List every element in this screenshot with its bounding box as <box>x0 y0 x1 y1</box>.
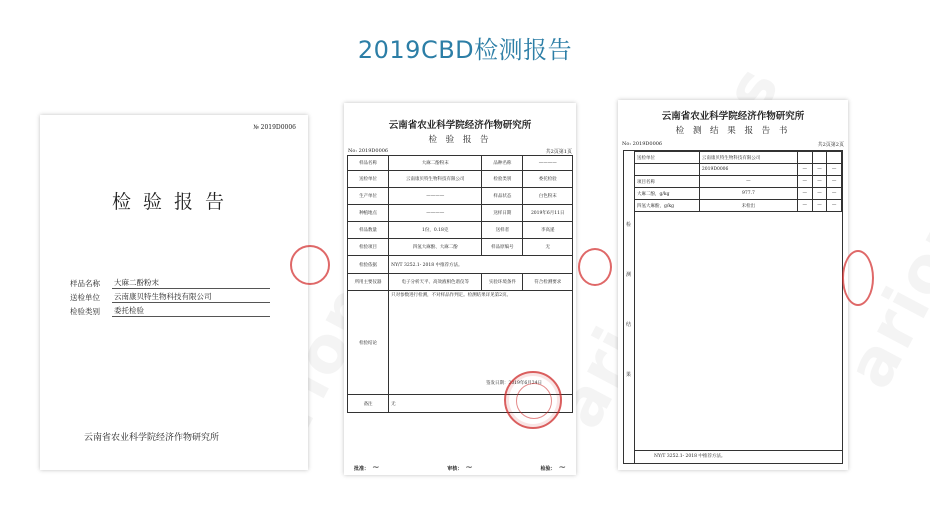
stamp-fragment <box>578 248 612 286</box>
cell: 未检出 <box>699 200 797 212</box>
side-char: 测 <box>626 272 632 278</box>
report-number: No: 2019D0006 <box>348 148 389 154</box>
cell <box>797 152 812 164</box>
cell: 云南康贝特生物科技有限公司 <box>389 171 482 188</box>
cell: 李高递 <box>523 222 573 239</box>
cell: 送样日期 <box>482 205 523 222</box>
field-value: 大麻二酚粉末 <box>112 277 270 289</box>
cell: 实验环境条件 <box>482 274 523 291</box>
cover-heading: 检验报告 <box>111 191 236 213</box>
cell: 送检单位 <box>635 152 700 164</box>
cell: 检验依据 <box>348 256 389 274</box>
table-row <box>635 188 842 200</box>
side-char: 结 <box>626 322 632 328</box>
reviewer-signature <box>447 463 473 473</box>
cover-field-row <box>70 289 270 303</box>
signature-scribble: ~ <box>465 463 473 473</box>
side-char: 检 <box>626 222 632 228</box>
cell: 所用主要仪器 <box>348 274 389 291</box>
cell: — <box>699 176 797 188</box>
cell: 977.7 <box>699 188 797 200</box>
review-label: 审核： <box>447 466 463 472</box>
cover-field-row <box>70 275 270 289</box>
cell <box>635 164 700 176</box>
cell: 样品原编号 <box>482 239 523 256</box>
cell: — <box>797 188 812 200</box>
cell: — <box>812 200 827 212</box>
seal-star <box>516 383 552 419</box>
cell: 无 <box>389 395 573 413</box>
cell: 大麻二酚，g/kg <box>635 188 700 200</box>
table-row <box>635 200 842 212</box>
inspection-report-sheet <box>344 103 576 475</box>
cell: 检验类别 <box>482 171 523 188</box>
cell: 生产单位 <box>348 188 389 205</box>
cell: 云南康贝特生物科技有限公司 <box>699 152 797 164</box>
report-heading: 检 验 报 告 <box>428 135 492 145</box>
cell: 样品名称 <box>348 156 389 171</box>
official-seal-stamp <box>504 371 562 429</box>
page-title: 2019CBD检测报告 <box>357 36 573 64</box>
report-meta <box>348 148 572 155</box>
cell: 符合检测要求 <box>523 274 573 291</box>
cell <box>812 152 827 164</box>
stamp-fragment <box>842 250 874 306</box>
page-indicator: 共2页第1页 <box>545 149 572 155</box>
table-row <box>348 156 573 171</box>
conclusion-text: 只对参数进行检测，不对样品作判定。检测结果详见第2页。 <box>391 293 511 298</box>
cell: 电子分析天平、高效液相色谱仪等 <box>389 274 482 291</box>
results-table <box>634 151 842 212</box>
results-report-sheet <box>618 100 848 470</box>
results-table-wrap <box>634 151 842 212</box>
report-institute: 云南省农业科学院经济作物研究所 <box>388 120 532 131</box>
table-row <box>348 274 573 291</box>
report-number: № 2019D0006 <box>253 124 296 131</box>
report-heading: 检 测 结 果 报 告 书 <box>675 126 791 136</box>
cell: — <box>827 164 842 176</box>
tester-signature <box>540 463 566 473</box>
cell: — <box>827 176 842 188</box>
cell: — <box>812 164 827 176</box>
field-label: 检验类别 <box>70 307 100 316</box>
cell: 项目名称 <box>635 176 700 188</box>
cell: 检验项目 <box>348 239 389 256</box>
cell: 送样者 <box>482 222 523 239</box>
cell: 委托检验 <box>523 171 573 188</box>
cover-fields <box>70 275 270 317</box>
cell: 四氢大麻酚、大麻二酚 <box>389 239 482 256</box>
cell: 样品数量 <box>348 222 389 239</box>
side-char: 果 <box>626 372 632 378</box>
cell: — <box>812 176 827 188</box>
report-meta <box>622 141 844 148</box>
cell: 种植地点 <box>348 205 389 222</box>
issue-date: 签发日期：2019年6月24日 <box>485 381 542 386</box>
cell: 2019D0006 <box>699 164 797 176</box>
field-value: 云南康贝特生物科技有限公司 <box>112 291 270 303</box>
report-cover-sheet <box>40 115 308 470</box>
table-row <box>348 188 573 205</box>
cell: 品种名称 <box>482 156 523 171</box>
table-row <box>348 205 573 222</box>
field-value: 委托检验 <box>112 305 270 317</box>
results-grid <box>623 150 843 464</box>
cell: 2019年6月11日 <box>523 205 573 222</box>
report-number: No: 2019D0006 <box>622 141 663 147</box>
cell: ———— <box>389 205 482 222</box>
approver-signature <box>354 463 380 473</box>
cell: 样品状态 <box>482 188 523 205</box>
cell: 大麻二酚粉末 <box>389 156 482 171</box>
stamp-fragment <box>290 245 330 285</box>
cell: 无 <box>523 239 573 256</box>
cover-field-row <box>70 303 270 317</box>
signature-scribble: ~ <box>372 463 380 473</box>
signature-row <box>354 463 566 473</box>
table-row <box>348 222 573 239</box>
test-label: 检验： <box>540 466 556 472</box>
report-institute: 云南省农业科学院经济作物研究所 <box>661 111 805 122</box>
cell: 1份，0.18克 <box>389 222 482 239</box>
cell: 备注 <box>348 395 389 413</box>
cell: 检验结论 <box>348 291 389 395</box>
cell: — <box>797 164 812 176</box>
institute-name: 云南省农业科学院经济作物研究所 <box>84 433 220 443</box>
cell: 送检单位 <box>348 171 389 188</box>
cell: 四氢大麻酚，g/kg <box>635 200 700 212</box>
cell: — <box>827 188 842 200</box>
cell <box>827 152 842 164</box>
cell: — <box>812 188 827 200</box>
cell: NY/T 3252.1- 2018 中推荐方法。 <box>389 256 573 274</box>
table-row <box>348 171 573 188</box>
field-label: 样品名称 <box>70 279 100 288</box>
page-indicator: 共2页第2页 <box>817 142 844 148</box>
field-label: 送检单位 <box>70 293 100 302</box>
table-row <box>635 176 842 188</box>
cell: — <box>797 200 812 212</box>
signature-scribble: ~ <box>558 463 566 473</box>
cell: ———— <box>523 156 573 171</box>
table-row <box>635 164 842 176</box>
table-row <box>348 239 573 256</box>
table-row <box>635 152 842 164</box>
cell: 白色粉末 <box>523 188 573 205</box>
method-footer: NY/T 3252.1- 2018 中推荐方法。 <box>634 450 842 463</box>
cell: — <box>827 200 842 212</box>
approve-label: 批准： <box>354 466 370 472</box>
table-row <box>348 256 573 274</box>
cell: — <box>797 176 812 188</box>
cell: ———— <box>389 188 482 205</box>
